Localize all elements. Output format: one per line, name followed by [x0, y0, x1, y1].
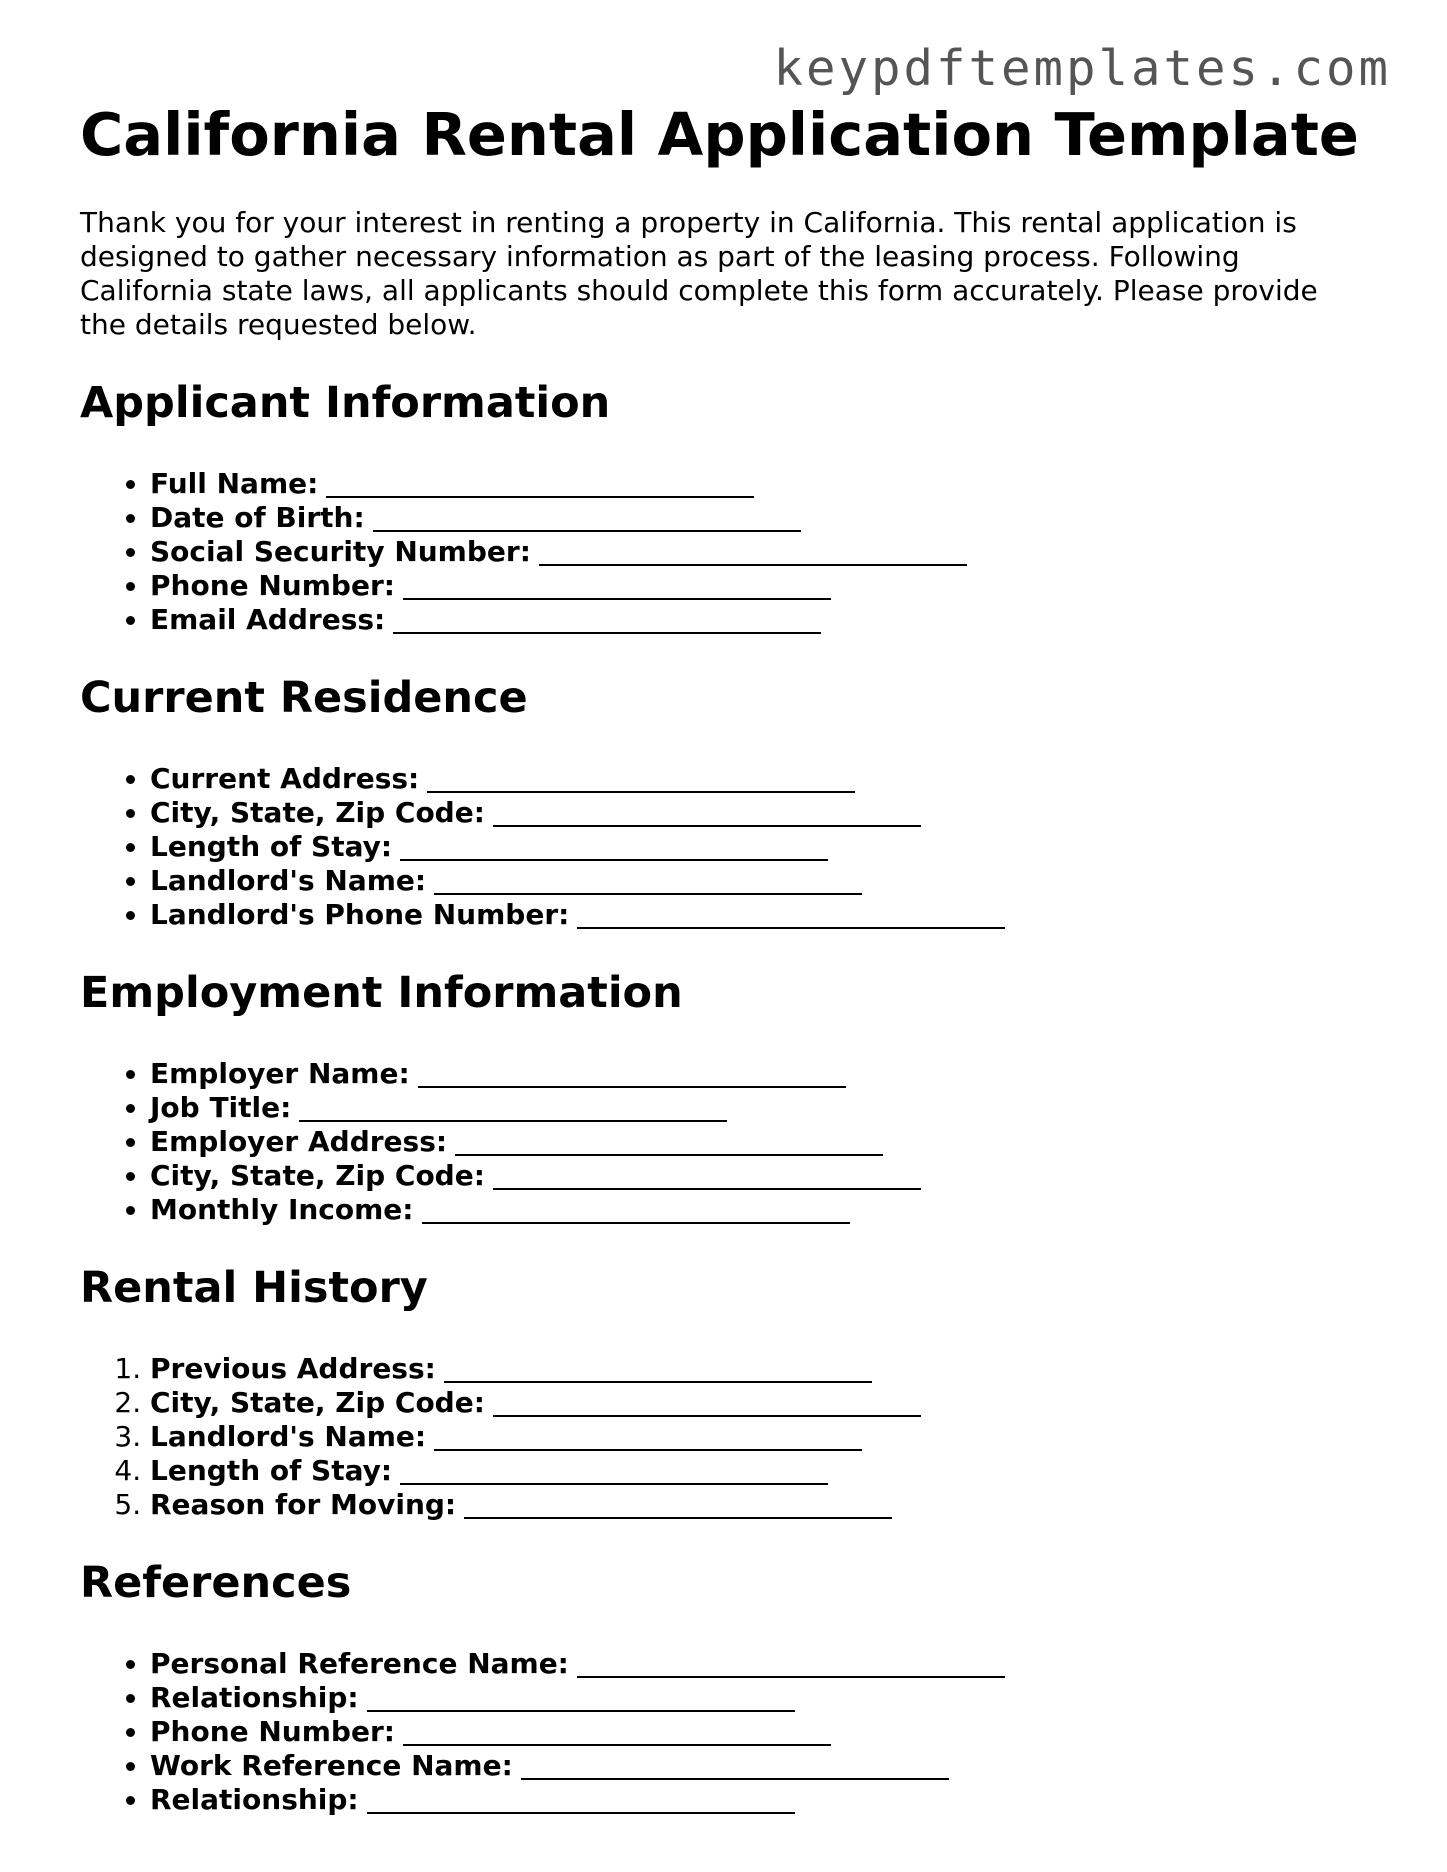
form-field-personal-relationship: [150, 1681, 1370, 1715]
fill-in-blank[interactable]: [367, 1682, 795, 1712]
field-label: Landlord's Name:: [150, 864, 427, 897]
employment-fields-list: [80, 1057, 1370, 1227]
form-field-email: [150, 603, 1370, 637]
field-label: Length of Stay:: [150, 830, 393, 863]
form-field-reference-phone: [150, 1715, 1370, 1749]
fill-in-blank[interactable]: [427, 763, 855, 793]
fill-in-blank[interactable]: [577, 1648, 1005, 1678]
field-label: Employer Name:: [150, 1057, 410, 1090]
field-label: Personal Reference Name:: [150, 1647, 569, 1680]
form-field-monthly-income: [150, 1193, 1370, 1227]
fill-in-blank[interactable]: [444, 1353, 872, 1383]
fill-in-blank[interactable]: [434, 1421, 862, 1451]
fill-in-blank[interactable]: [400, 831, 828, 861]
references-fields-list: [80, 1647, 1370, 1817]
form-field-previous-address: [150, 1352, 1370, 1386]
form-field-previous-landlord-name: [150, 1420, 1370, 1454]
form-field-work-reference-name: [150, 1749, 1370, 1783]
field-label: Previous Address:: [150, 1352, 436, 1385]
fill-in-blank[interactable]: [367, 1784, 795, 1814]
rental-history-fields-list: [80, 1352, 1370, 1522]
field-label: City, State, Zip Code:: [150, 1159, 485, 1192]
fill-in-blank[interactable]: [403, 1716, 831, 1746]
form-field-landlord-phone: [150, 898, 1370, 932]
field-label: Full Name:: [150, 467, 319, 500]
form-field-landlord-name: [150, 864, 1370, 898]
field-label: Length of Stay:: [150, 1454, 393, 1487]
fill-in-blank[interactable]: [400, 1455, 828, 1485]
page-title: California Rental Application Template: [80, 100, 1359, 169]
form-field-phone: [150, 569, 1370, 603]
fill-in-blank[interactable]: [493, 1387, 921, 1417]
form-field-job-title: [150, 1091, 1370, 1125]
form-field-full-name: [150, 467, 1370, 501]
fill-in-blank[interactable]: [434, 865, 862, 895]
form-field-ssn: [150, 535, 1370, 569]
form-field-previous-city-state-zip: [150, 1386, 1370, 1420]
fill-in-blank[interactable]: [403, 570, 831, 600]
watermark: keypdftemplates.com: [773, 40, 1391, 97]
field-label: City, State, Zip Code:: [150, 796, 485, 829]
field-label: Relationship:: [150, 1783, 359, 1816]
fill-in-blank[interactable]: [493, 797, 921, 827]
section-heading-residence: Current Residence: [80, 673, 528, 723]
section-heading-references: References: [80, 1558, 352, 1608]
section-heading-employment: Employment Information: [80, 968, 683, 1018]
field-label: Phone Number:: [150, 569, 395, 602]
form-field-length-of-stay: [150, 830, 1370, 864]
fill-in-blank[interactable]: [422, 1194, 850, 1224]
form-field-personal-reference-name: [150, 1647, 1370, 1681]
residence-fields-list: [80, 762, 1370, 932]
fill-in-blank[interactable]: [464, 1489, 892, 1519]
field-label: Email Address:: [150, 603, 386, 636]
form-field-city-state-zip: [150, 796, 1370, 830]
fill-in-blank[interactable]: [493, 1160, 921, 1190]
form-field-date-of-birth: [150, 501, 1370, 535]
field-label: Current Address:: [150, 762, 420, 795]
field-label: Relationship:: [150, 1681, 359, 1714]
applicant-fields-list: [80, 467, 1370, 637]
fill-in-blank[interactable]: [393, 604, 821, 634]
form-field-work-relationship: [150, 1783, 1370, 1817]
form-field-employer-city-state-zip: [150, 1159, 1370, 1193]
form-field-employer-name: [150, 1057, 1370, 1091]
section-heading-rental-history: Rental History: [80, 1263, 428, 1313]
fill-in-blank[interactable]: [521, 1750, 949, 1780]
fill-in-blank[interactable]: [373, 502, 801, 532]
section-heading-applicant: Applicant Information: [80, 378, 611, 428]
field-label: Work Reference Name:: [150, 1749, 513, 1782]
field-label: City, State, Zip Code:: [150, 1386, 485, 1419]
field-label: Employer Address:: [150, 1125, 448, 1158]
fill-in-blank[interactable]: [299, 1092, 727, 1122]
field-label: Landlord's Name:: [150, 1420, 427, 1453]
field-label: Phone Number:: [150, 1715, 395, 1748]
fill-in-blank[interactable]: [418, 1058, 846, 1088]
field-label: Job Title:: [150, 1091, 292, 1124]
field-label: Date of Birth:: [150, 501, 365, 534]
intro-paragraph: Thank you for your interest in renting a property in California. This rental application is designed to gather necessary information as part of the leasing process. Following California state laws, all applicants should complete this form accurately. Please provide the details requested below.: [80, 206, 1318, 341]
fill-in-blank[interactable]: [577, 899, 1005, 929]
fill-in-blank[interactable]: [455, 1126, 883, 1156]
form-field-employer-address: [150, 1125, 1370, 1159]
document-page: [80, 100, 1370, 1817]
field-label: Monthly Income:: [150, 1193, 414, 1226]
form-field-previous-length-of-stay: [150, 1454, 1370, 1488]
field-label: Landlord's Phone Number:: [150, 898, 570, 931]
field-label: Reason for Moving:: [150, 1488, 457, 1521]
fill-in-blank[interactable]: [539, 536, 967, 566]
fill-in-blank[interactable]: [326, 468, 754, 498]
form-field-current-address: [150, 762, 1370, 796]
field-label: Social Security Number:: [150, 535, 531, 568]
form-field-reason-for-moving: [150, 1488, 1370, 1522]
